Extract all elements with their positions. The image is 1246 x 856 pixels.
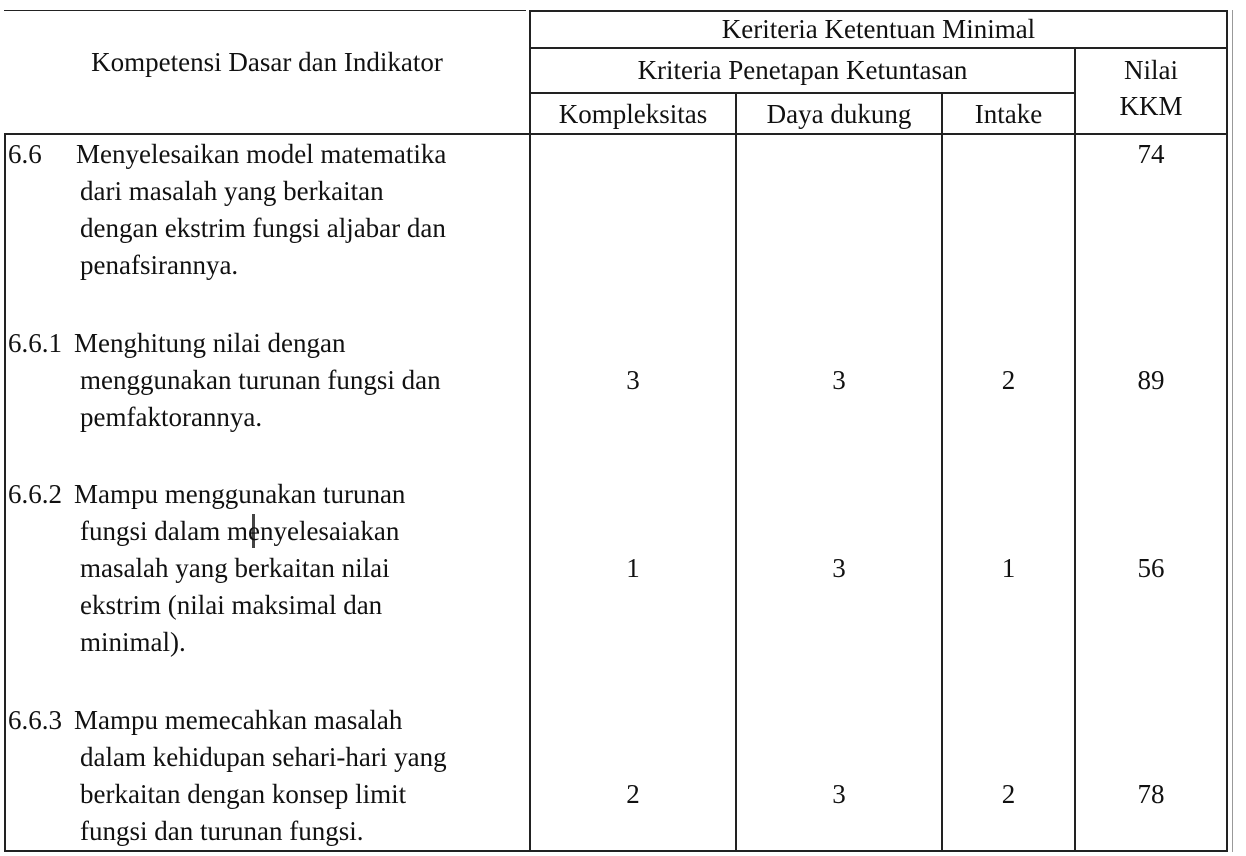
row-text-line: dengan ekstrim fungsi aljabar dan bbox=[80, 213, 446, 243]
cell-intake: 2 bbox=[1001, 365, 1016, 395]
header-daya-dukung: Daya dukung bbox=[766, 99, 912, 129]
row-code: 6.6.1 bbox=[8, 328, 62, 358]
row-text-line: dalam kehidupan sehari-hari yang bbox=[80, 742, 447, 772]
row-text-line: ekstrim (nilai maksimal dan bbox=[80, 590, 383, 620]
header-kompleksitas: Kompleksitas bbox=[558, 99, 708, 129]
row-text-line: menggunakan turunan fungsi dan bbox=[80, 365, 441, 395]
kkm-group-divider bbox=[530, 47, 1228, 49]
table-right-border bbox=[1226, 10, 1228, 852]
row-text-line: Menghitung nilai dengan bbox=[74, 328, 346, 358]
header-competency: Kompetensi Dasar dan Indikator bbox=[91, 47, 443, 77]
right-edge-mark bbox=[1232, 10, 1233, 852]
row-text-line: Mampu menggunakan turunan bbox=[74, 479, 406, 509]
header-kkm-group: Keriteria Ketentuan Minimal bbox=[721, 14, 1036, 44]
row-text-line: minimal). bbox=[80, 627, 186, 657]
header-nilai: Nilai bbox=[1124, 55, 1178, 85]
header-intake: Intake bbox=[974, 99, 1043, 129]
cell-daya-dukung: 3 bbox=[832, 553, 846, 583]
header-criteria-group: Kriteria Penetapan Ketuntasan bbox=[637, 55, 968, 85]
row-text-line: dari masalah yang berkaitan bbox=[80, 176, 384, 206]
daya-dukung-col-divider bbox=[941, 92, 943, 852]
row-text-line: penafsirannya. bbox=[80, 250, 239, 280]
criteria-group-divider bbox=[530, 92, 1074, 94]
kompleksitas-col-divider bbox=[735, 92, 737, 852]
cell-kompleksitas: 3 bbox=[626, 365, 640, 395]
row-code: 6.6.3 bbox=[8, 705, 62, 735]
table-top-border bbox=[4, 10, 526, 11]
cell-kompleksitas: 1 bbox=[626, 553, 640, 583]
row-text-line: Mampu memecahkan masalah bbox=[74, 705, 403, 735]
cell-nilai-kkm: 78 bbox=[1137, 779, 1165, 809]
cell-nilai-kkm: 56 bbox=[1137, 553, 1165, 583]
cell-intake: 1 bbox=[1001, 553, 1016, 583]
row-code: 6.6 bbox=[8, 139, 42, 169]
cell-nilai-kkm: 89 bbox=[1137, 365, 1165, 395]
row-text-line: masalah yang berkaitan nilai bbox=[80, 553, 390, 583]
row-text-line: pemfaktorannya. bbox=[80, 402, 263, 432]
table-left-border bbox=[4, 133, 6, 852]
row-code: 6.6.2 bbox=[8, 479, 62, 509]
header-kkm: KKM bbox=[1119, 91, 1183, 121]
cell-intake: 2 bbox=[1001, 779, 1016, 809]
row-text-line: berkaitan dengan konsep limit bbox=[80, 779, 407, 809]
cell-daya-dukung: 3 bbox=[832, 365, 846, 395]
row-text-line: fungsi dalam menyelesaiakan bbox=[80, 516, 400, 546]
row-text-line: fungsi dan turunan fungsi. bbox=[80, 816, 364, 846]
cell-nilai-kkm: 74 bbox=[1137, 139, 1165, 169]
header-bottom-border bbox=[4, 133, 1228, 135]
competency-col-divider bbox=[529, 10, 531, 852]
cell-daya-dukung: 3 bbox=[832, 779, 846, 809]
cell-kompleksitas: 2 bbox=[626, 779, 640, 809]
table-bottom-border bbox=[4, 850, 1228, 852]
row-text-line: Menyelesaikan model matematika bbox=[76, 139, 447, 169]
